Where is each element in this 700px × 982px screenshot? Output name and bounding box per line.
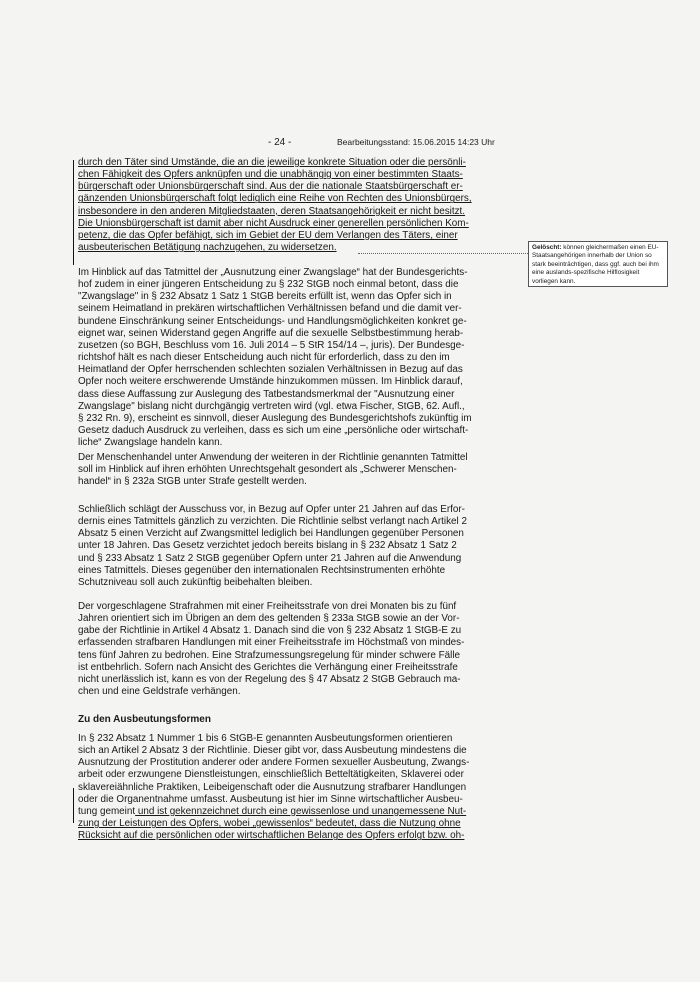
text-line: insbesondere in den anderen Mitgliedstaaten, deren Staatsangehörigkeit er nicht besitzt. — [78, 205, 466, 217]
section-heading: Zu den Ausbeutungsformen — [78, 714, 211, 725]
text-line: und § 233 Absatz 1 Satz 2 StGB gegenüber Opfern unter 21 Jahren auf die Anwendung — [78, 552, 462, 564]
text-line: gänzenden Unionsbürgerschaft folgt lediglich eine Reihe von Rechten des Unionsbürgers, — [78, 193, 472, 205]
text-line: liche“ Zwangslage handeln kann. — [78, 437, 223, 449]
text-line: arbeit oder erzwungene Dienstleistungen, einschließlich Betteltätigkeiten, Sklaverei oder — [78, 769, 464, 781]
text-line: Schutzniveau soll auch zukünftig beibehalten bleiben. — [78, 576, 313, 588]
paragraph-5 — [78, 601, 511, 698]
text-line: durch den Täter sind Umstände, die an die jeweilige konkrete Situation oder die persönli- — [78, 157, 466, 168]
text-line: Die Unionsbürgerschaft ist damit aber nicht Ausdruck einer generellen persönlichen Kom- — [78, 217, 469, 229]
text-line: Jahren orientiert sich im Übrigen an dem des geltenden § 233a StGB sowie an der Vor- — [78, 613, 460, 625]
text-line: zusetzen (so BGH, Beschluss vom 16. Juli 2014 – 5 StR 154/14 –, juris). Der Bundesge- — [78, 339, 465, 351]
text-line: Rücksicht auf die persönlichen oder wirtschaftlichen Belange des Opfers erfolgt bzw. oh- — [78, 830, 465, 842]
paragraph-3 — [78, 452, 511, 488]
text-line: chen Fähigkeit des Opfers anknüpfen und die unabhängig von einer bestimmten Staats- — [78, 169, 463, 181]
text-line: Zwangslage" bislang nicht durchgängig vertreten wird (vgl. etwa Fischer, StGB, 62. Aufl., — [78, 400, 465, 412]
text-line: ist entbehrlich. Sofern nach Ansicht des Gerichtes die Verhängung einer Freiheitsstrafe — [78, 661, 458, 673]
text-line: Opfer noch weitere erschwerende Umstände hinzukommen müssen. Im Hinblick darauf, — [78, 376, 463, 388]
text-line: Schließlich schlägt der Ausschuss vor, in Bezug auf Opfer unter 21 Jahren auf das Erfor- — [78, 504, 465, 515]
text-line: gabe der Richtlinie in Artikel 4 Absatz 1. Danach sind die von § 232 Absatz 1 StGB-E zu — [78, 625, 462, 637]
paragraph-6 — [78, 733, 511, 842]
text-line: eines Tatmittels. Dieses gegenüber den internationalen Rechtsinstrumenten erhöhte — [78, 564, 446, 576]
text-line: Im Hinblick auf das Tatmittel der „Ausnutzung einer Zwangslage“ hat der Bundesgerichts- — [78, 267, 468, 278]
editing-status: Bearbeitungsstand: 15.06.2015 14:23 Uhr — [337, 137, 495, 147]
text-line: § 232 Rn. 9), erscheint es sinnvoll, dieser Auslegung des Bundesgerichtshofs zukünftig im — [78, 412, 472, 424]
text-line: seinem Heimatland in prekären wirtschaftlichen Verhältnissen befand und die damit ver- — [78, 303, 462, 315]
text-line: ausbeuterischen Betätigung nachzugehen, zu widersetzen. — [78, 242, 337, 254]
text-line: Gesetz daduch Ausdruck zu verleihen, dass es sich um eine „persönliche oder wirtschaft- — [78, 425, 469, 437]
text-line: Heimatland der Opfer herrschenden schlechten sozialen Verhältnissen in Bezug auf das — [78, 364, 463, 376]
text-line: bundene Einschränkung seiner Entscheidungs- und Handlungsmöglichkeiten konkret ge- — [78, 315, 467, 327]
text-line: dass diese Auffassung zur Auslegung des Tatbestandsmerkmal der "Ausnutzung einer — [78, 388, 455, 400]
text-line: nicht unerlässlich ist, kann es von der Regelung des § 47 Absatz 2 StGB Gebrauch ma- — [78, 673, 461, 685]
text-line: bürgerschaft oder Unionsbürgerschaft sind. Aus der die nationale Staatsbürgerschaft er- — [78, 181, 463, 193]
text-line: Absatz 5 einen Verzicht auf Zwangsmittel lediglich bei Handlungen gegenüber Personen — [78, 528, 464, 540]
text-line: tung gemeint und ist gekennzeichnet durch eine gewissenlose und unangemessene Nut- — [78, 805, 467, 817]
text-line: hof zudem in einer jüngeren Entscheidung zu § 232 StGB noch einmal betont, dass die — [78, 279, 459, 291]
text-line: In § 232 Absatz 1 Nummer 1 bis 6 StGB-E genannten Ausbeutungsformen orientieren — [78, 733, 453, 744]
text-line: erfassenden strafbaren Handlungen mit einer Freiheitsstrafe im Höchstmaß von mindes- — [78, 637, 465, 649]
text-line: Der vorgeschlagene Strafrahmen mit einer Freiheitsstrafe von drei Monaten bis zu fünf — [78, 601, 457, 612]
text-line: unter 18 Jahren. Das Gesetz verzichtet jedoch bereits bislang in § 232 Absatz 1 Satz 2 — [78, 540, 457, 552]
comment-text: können gleichermaßen einen EU-Staatsangehörigen innerhalb der Union so stark beeinträchtigen, dass ggf. auch bei ihm eine auslands-spezifische Hilflosigkeit vorliegen kann. — [532, 244, 659, 285]
text-line: Der Menschenhandel unter Anwendung der weiteren in der Richtlinie genannten Tatmittel — [78, 452, 468, 463]
text-line: tens fünf Jahren zu bedrohen. Eine Strafzumessungsregelung für minder schwere Fälle — [78, 649, 461, 661]
paragraph-2 — [78, 267, 511, 449]
text-line: richtshof hält es nach dieser Entscheidung auch nicht für erforderlich, dass zu den im — [78, 352, 450, 364]
text-line: petenz, die das Opfer befähigt, sich im Gebiet der EU dem Verlangen des Täters, einer — [78, 229, 458, 241]
text-line: "Zwangslage" in § 232 Absatz 1 Satz 1 StGB bereits erfüllt ist, wenn das Opfer sich in — [78, 291, 452, 303]
paragraph-1 — [78, 157, 511, 254]
deletion-comment-box[interactable] — [528, 241, 668, 287]
text-line: dernis eines Tatmittels gänzlich zu verzichten. Die Richtlinie selbst verlangt nach Artikel 2 — [78, 516, 467, 528]
comment-label: Gelöscht: — [532, 244, 562, 251]
page-number: - 24 - — [268, 137, 292, 148]
text-line: oder die Organentnahme umfasst. Ausbeutung ist hier im Sinne wirtschaftlicher Ausbeu- — [78, 793, 463, 805]
text-line: sich an Artikel 2 Absatz 3 der Richtlinie. Dieser gibt vor, dass Ausbeutung mindestens die — [78, 745, 467, 757]
text-line: Ausnutzung der Prostitution anderer oder andere Formen sexueller Ausbeutung, Zwangs- — [78, 757, 470, 769]
text-line: handel“ in § 232a StGB unter Strafe gestellt werden. — [78, 476, 307, 488]
text-line: soll im Hinblick auf ihren erhöhten Unrechtsgehalt gesondert als „Schwerer Menschen- — [78, 464, 457, 476]
paragraph-4 — [78, 504, 511, 589]
text-line: sklavereiähnliche Praktiken, Leibeigenschaft oder die Ausnutzung strafbarer Handlungen — [78, 781, 467, 793]
change-bar — [73, 160, 74, 265]
text-line: zung der Leistungen des Opfers, wobei „gewissenlos“ bedeutet, dass die Nutzung ohne — [78, 818, 461, 830]
text-line: chen und eine Geldstrafe verhängen. — [78, 686, 241, 698]
comment-leader-line — [358, 253, 528, 255]
text-line: eignet war, seinen Widerstand gegen Angriffe auf die sexuelle Selbstbestimmung herab- — [78, 327, 464, 339]
change-bar — [73, 788, 74, 823]
